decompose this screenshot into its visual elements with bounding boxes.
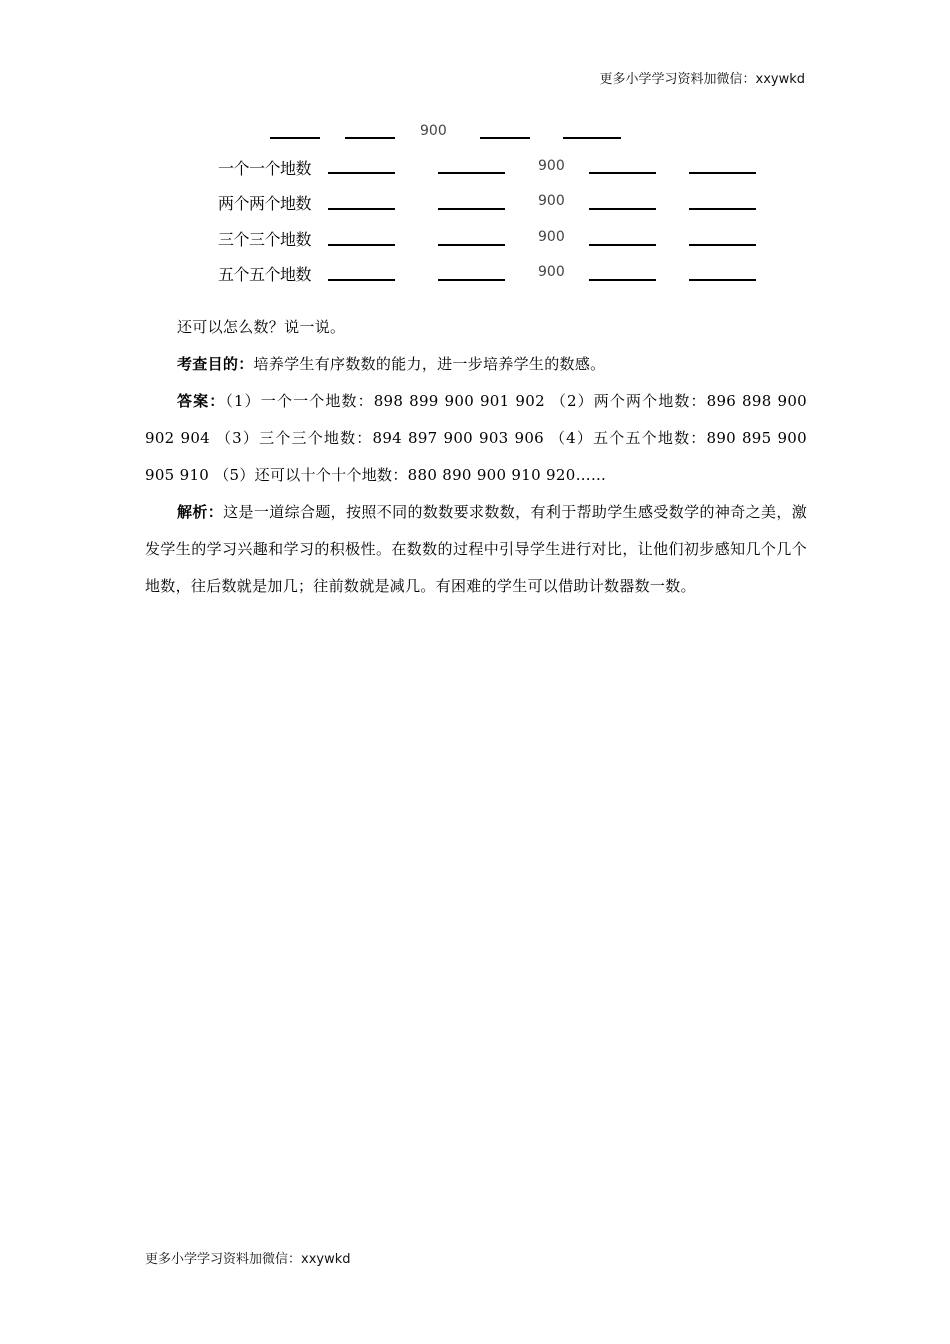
purpose-paragraph: [145, 346, 807, 383]
blank-line: [689, 244, 756, 246]
blank-line: [438, 244, 505, 246]
footer-note: 更多小学学习资料加微信：xxywkd: [145, 1252, 351, 1267]
analysis-text: 这是一道综合题，按照不同的数数要求数数，有利于帮助学生感受数学的神奇之美，激发学生的学习兴趣和学习的积极性。在数数的过程中引导学生进行对比，让他们初步感知几个几个地数，往后数就是加几；往前数就是减几。有困难的学生可以借助计数器数一数。: [145, 503, 807, 595]
purpose-text: 培养学生有序数数的能力，进一步培养学生的数感。: [253, 355, 606, 373]
question-text: 还可以怎么数？说一说。: [177, 318, 346, 336]
row-label: 两个两个地数: [218, 194, 312, 213]
analysis-paragraph: [145, 494, 807, 605]
blank-line: [689, 208, 756, 210]
blank-line: [689, 279, 756, 281]
row-center-number: 900: [538, 229, 565, 245]
blank-line: [589, 279, 656, 281]
top-center-number: 900: [420, 123, 447, 139]
analysis-label: 解析：: [177, 503, 224, 521]
blank-line: [589, 208, 656, 210]
blank-line: [328, 244, 395, 246]
purpose-label: 考查目的：: [177, 355, 254, 373]
blank-line: [563, 137, 621, 139]
row-label: 五个五个地数: [218, 265, 312, 284]
blank-line: [438, 279, 505, 281]
blank-line: [589, 172, 656, 174]
header-note: 更多小学学习资料加微信：xxywkd: [599, 72, 805, 87]
blank-line: [328, 279, 395, 281]
document-body: [145, 309, 807, 605]
counting-figure: [0, 0, 950, 300]
blank-line: [689, 172, 756, 174]
row-label: 三个三个地数: [218, 230, 312, 249]
blank-line: [345, 137, 395, 139]
answer-label: 答案：: [177, 392, 226, 410]
answer-paragraph: [145, 383, 807, 494]
row-label: 一个一个地数: [218, 159, 312, 178]
blank-line: [480, 137, 530, 139]
row-center-number: 900: [538, 158, 565, 174]
row-center-number: 900: [538, 264, 565, 280]
blank-line: [328, 172, 395, 174]
row-center-number: 900: [538, 193, 565, 209]
blank-line: [438, 172, 505, 174]
blank-line: [270, 137, 320, 139]
blank-line: [438, 208, 505, 210]
answer-text: （1）一个一个地数：898 899 900 901 902 （2）两个两个地数：896 898 900 902 904 （3）三个三个地数：894 897 900 903 906 （4）五个五个地数：890 895 900 905 910 （5）还可以十个十个地数：880 890 900 910 920……: [145, 392, 808, 484]
blank-line: [328, 208, 395, 210]
blank-line: [589, 244, 656, 246]
